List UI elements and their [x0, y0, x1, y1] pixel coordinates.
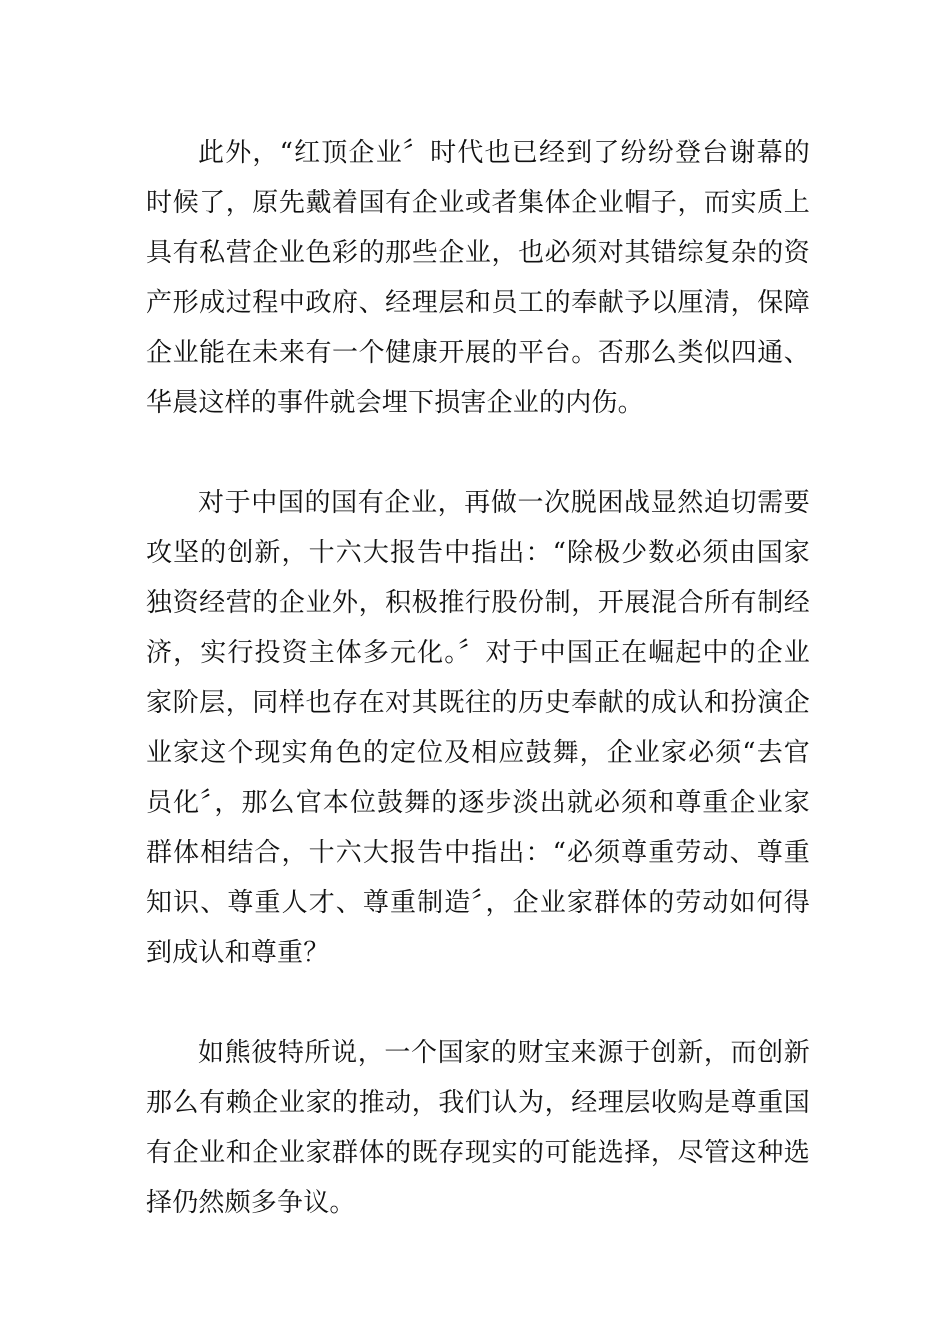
document-page — [146, 128, 810, 1228]
paragraph-state-owned-enterprises: 对于中国的国有企业，再做一次脱困战显然迫切需要攻坚的创新，十六大报告中指出：“除极少数必须由国家独资经营的企业外，积极推行股份制，开展混合所有制经济，实行投资主体多元化。〞对于中国正在崛起中的企业家阶层，同样也存在对其既往的历史奉献的成认和扮演企业家这个现实角色的定位及相应鼓舞，企业家必须“去官员化〞，那么官本位鼓舞的逐步淡出就必须和尊重企业家群体相结合，十六大报告中指出：“必须尊重劳动、尊重知识、尊重人才、尊重制造〞，企业家群体的劳动如何得到成认和尊重？ — [146, 488, 810, 968]
paragraph-red-hat-enterprises: 此外，“红顶企业〞时代也已经到了纷纷登台谢幕的时候了，原先戴着国有企业或者集体企业帽子，而实质上具有私营企业色彩的那些企业，也必须对其错综复杂的资产形成过程中政府、经理层和员工的奉献予以厘清，保障企业能在未来有一个健康开展的平台。否那么类似四通、华晨这样的事件就会埋下损害企业的内伤。 — [146, 138, 810, 418]
paragraph-management-buyout: 如熊彼特所说，一个国家的财宝来源于创新，而创新那么有赖企业家的推动，我们认为，经理层收购是尊重国有企业和企业家群体的既存现实的可能选择，尽管这种选择仍然颇多争议。 — [146, 1038, 810, 1218]
